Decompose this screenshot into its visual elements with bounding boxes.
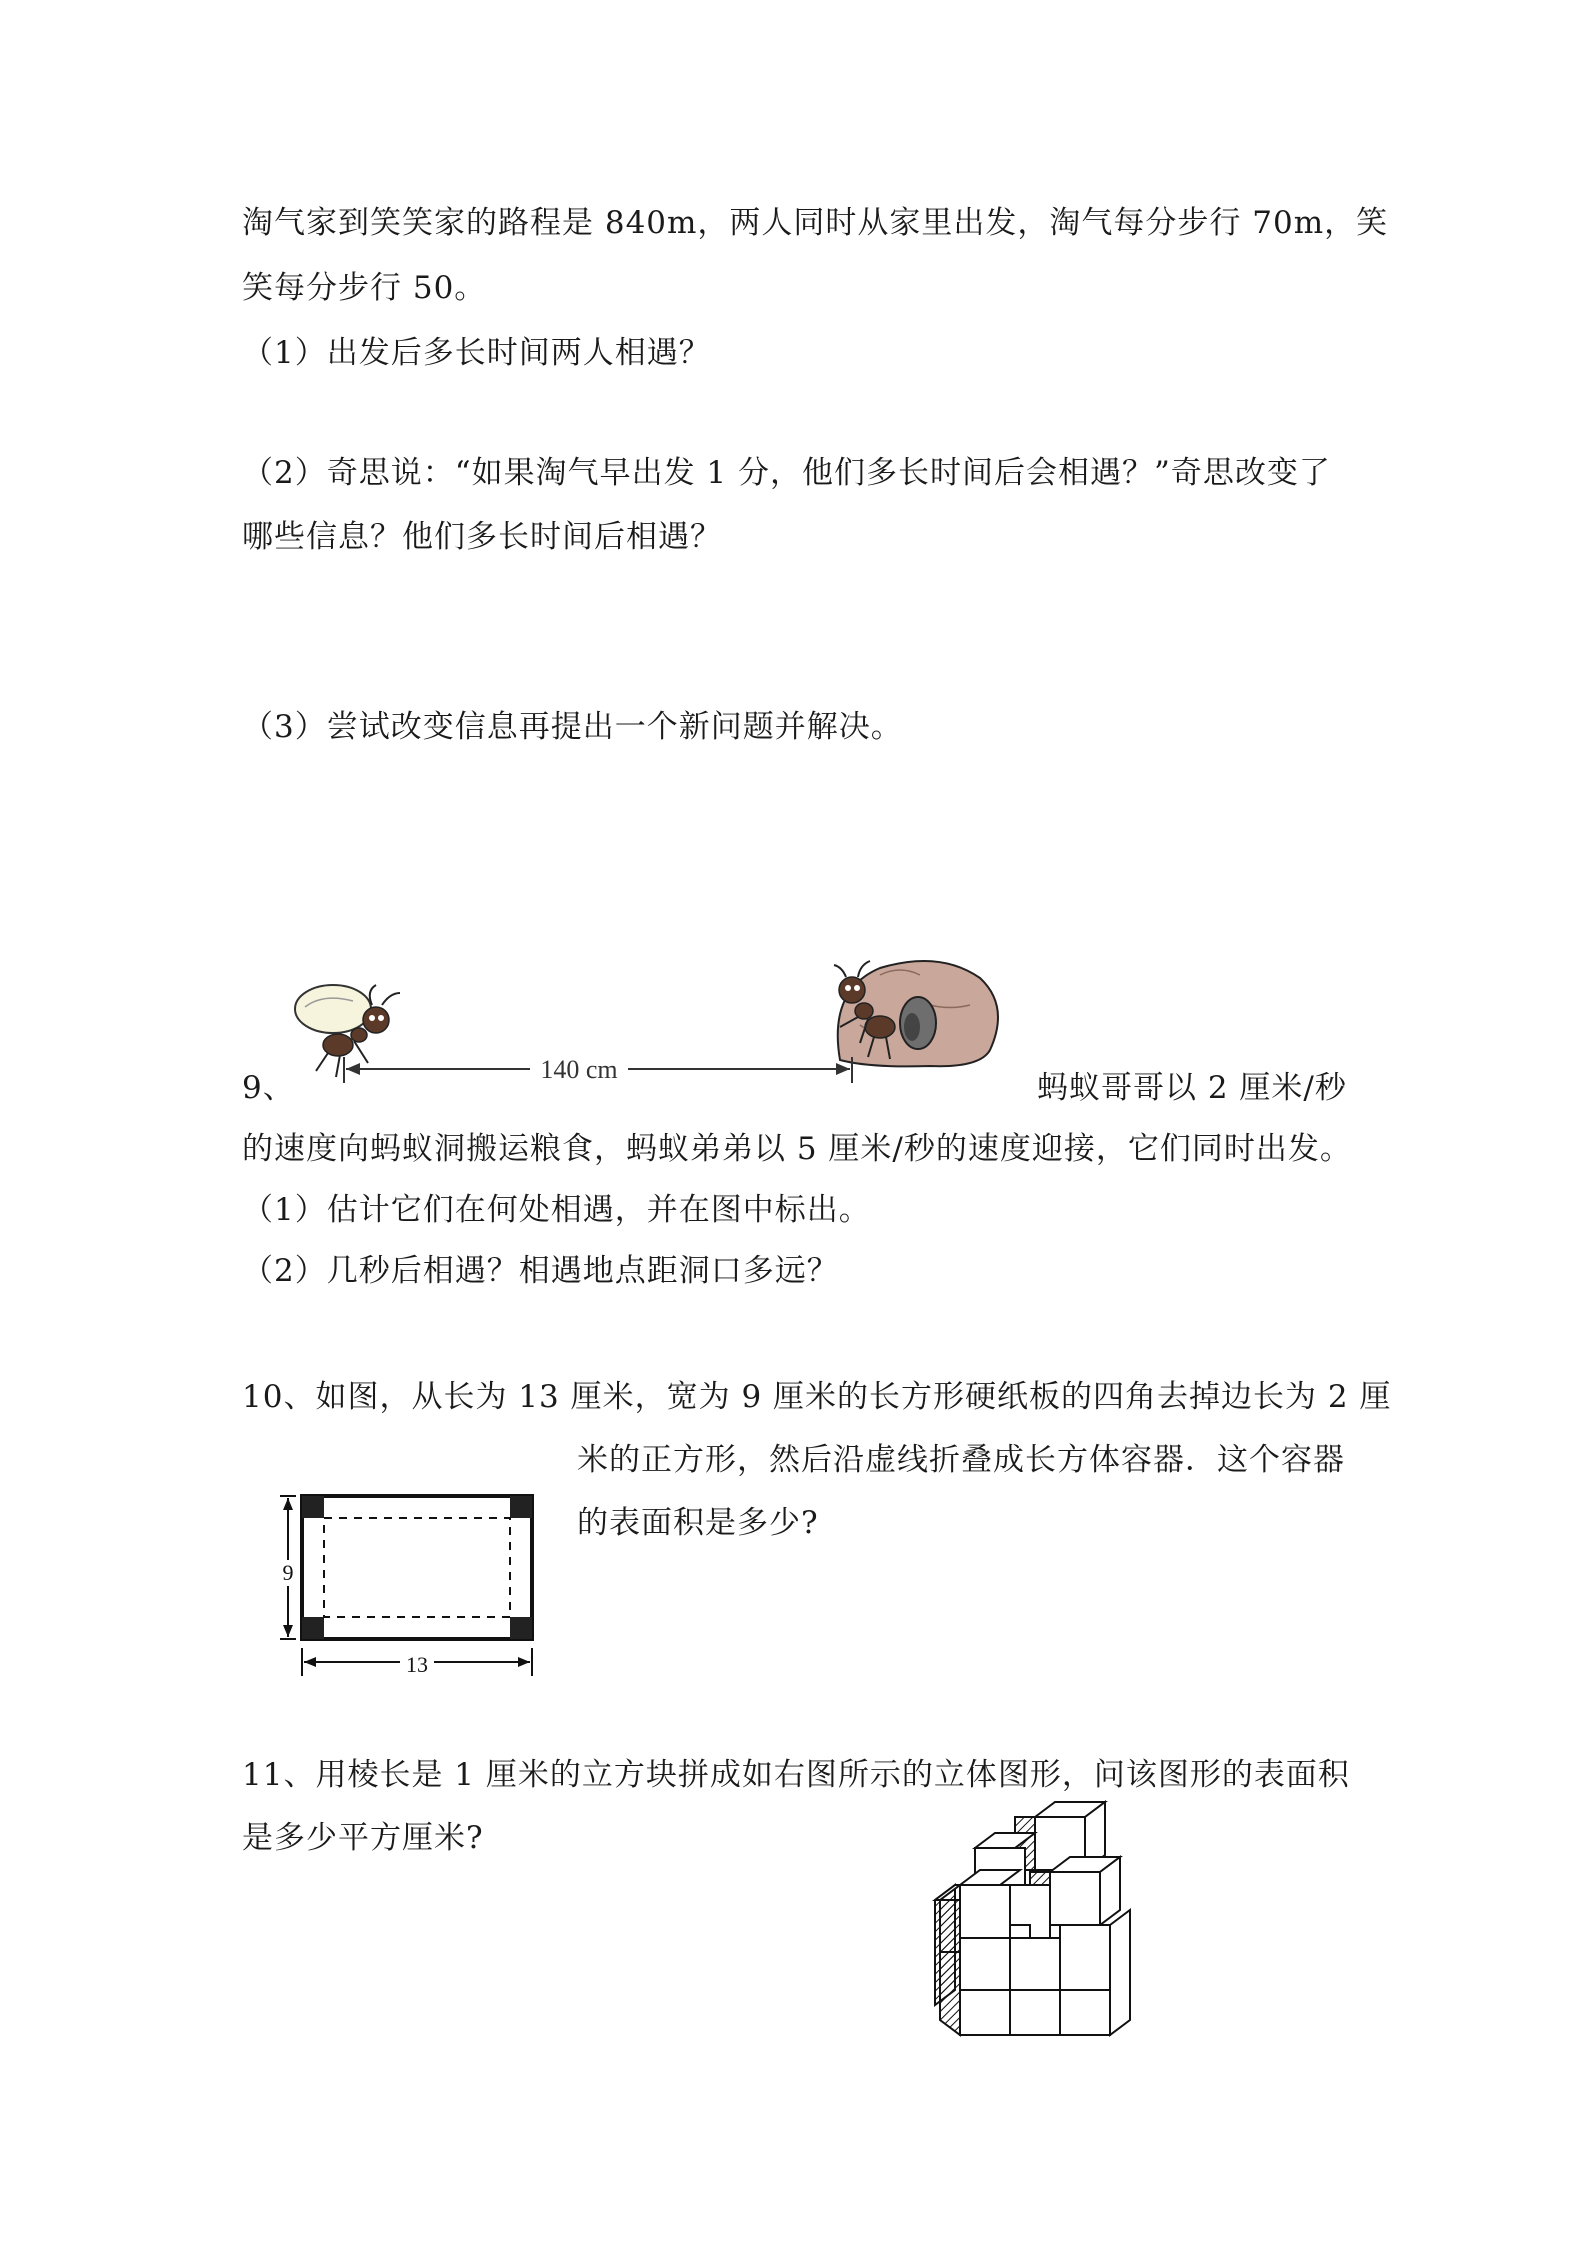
q8-sub2-line1: （2）奇思说：“如果淘气早出发 1 分，他们多长时间后会相遇？”奇思改变了 bbox=[242, 455, 1331, 491]
q9-sub2: （2）几秒后相遇？相遇地点距洞口多远？ bbox=[242, 1253, 839, 1289]
q10-line3: 的表面积是多少? bbox=[577, 1505, 819, 1541]
length-label: 13 bbox=[406, 1652, 428, 1677]
ant-carrying-food-icon bbox=[295, 985, 400, 1077]
cardboard-figure bbox=[250, 1480, 550, 1690]
distance-arrow bbox=[344, 1055, 852, 1084]
q8-sub3: （3）尝试改变信息再提出一个新问题并解决。 bbox=[242, 709, 903, 745]
distance-label: 140 cm bbox=[540, 1055, 618, 1084]
cube-stack-figure bbox=[905, 1800, 1155, 2040]
ants-distance-figure bbox=[280, 945, 1040, 1095]
q8-sub1: （1）出发后多长时间两人相遇？ bbox=[242, 335, 711, 371]
q8-sub2-line2: 哪些信息？他们多长时间后相遇？ bbox=[242, 519, 722, 555]
q8-stem-line1: 淘气家到笑笑家的路程是 840m，两人同时从家里出发，淘气每分步行 70m，笑 bbox=[242, 205, 1389, 241]
q10-line1: 10、如图，从长为 13 厘米，宽为 9 厘米的长方形硬纸板的四角去掉边长为 2 厘 bbox=[242, 1379, 1392, 1415]
q9-stem-line1: 蚂蚁哥哥以 2 厘米/秒 bbox=[1037, 1070, 1347, 1106]
q11-line1: 11、用棱长是 1 厘米的立方块拼成如右图所示的立体图形，问该图形的表面积 bbox=[242, 1757, 1350, 1793]
width-label: 9 bbox=[282, 1560, 294, 1585]
q9-number: 9、 bbox=[242, 1070, 295, 1106]
q8-stem-line2: 笑每分步行 50。 bbox=[242, 270, 487, 306]
q9-sub1: （1）估计它们在何处相遇，并在图中标出。 bbox=[242, 1192, 871, 1228]
q10-line2: 米的正方形，然后沿虚线折叠成长方体容器．这个容器 bbox=[577, 1442, 1345, 1478]
q9-stem-line2: 的速度向蚂蚁洞搬运粮食，蚂蚁弟弟以 5 厘米/秒的速度迎接，它们同时出发。 bbox=[242, 1131, 1352, 1167]
q11-line2: 是多少平方厘米? bbox=[242, 1820, 484, 1856]
